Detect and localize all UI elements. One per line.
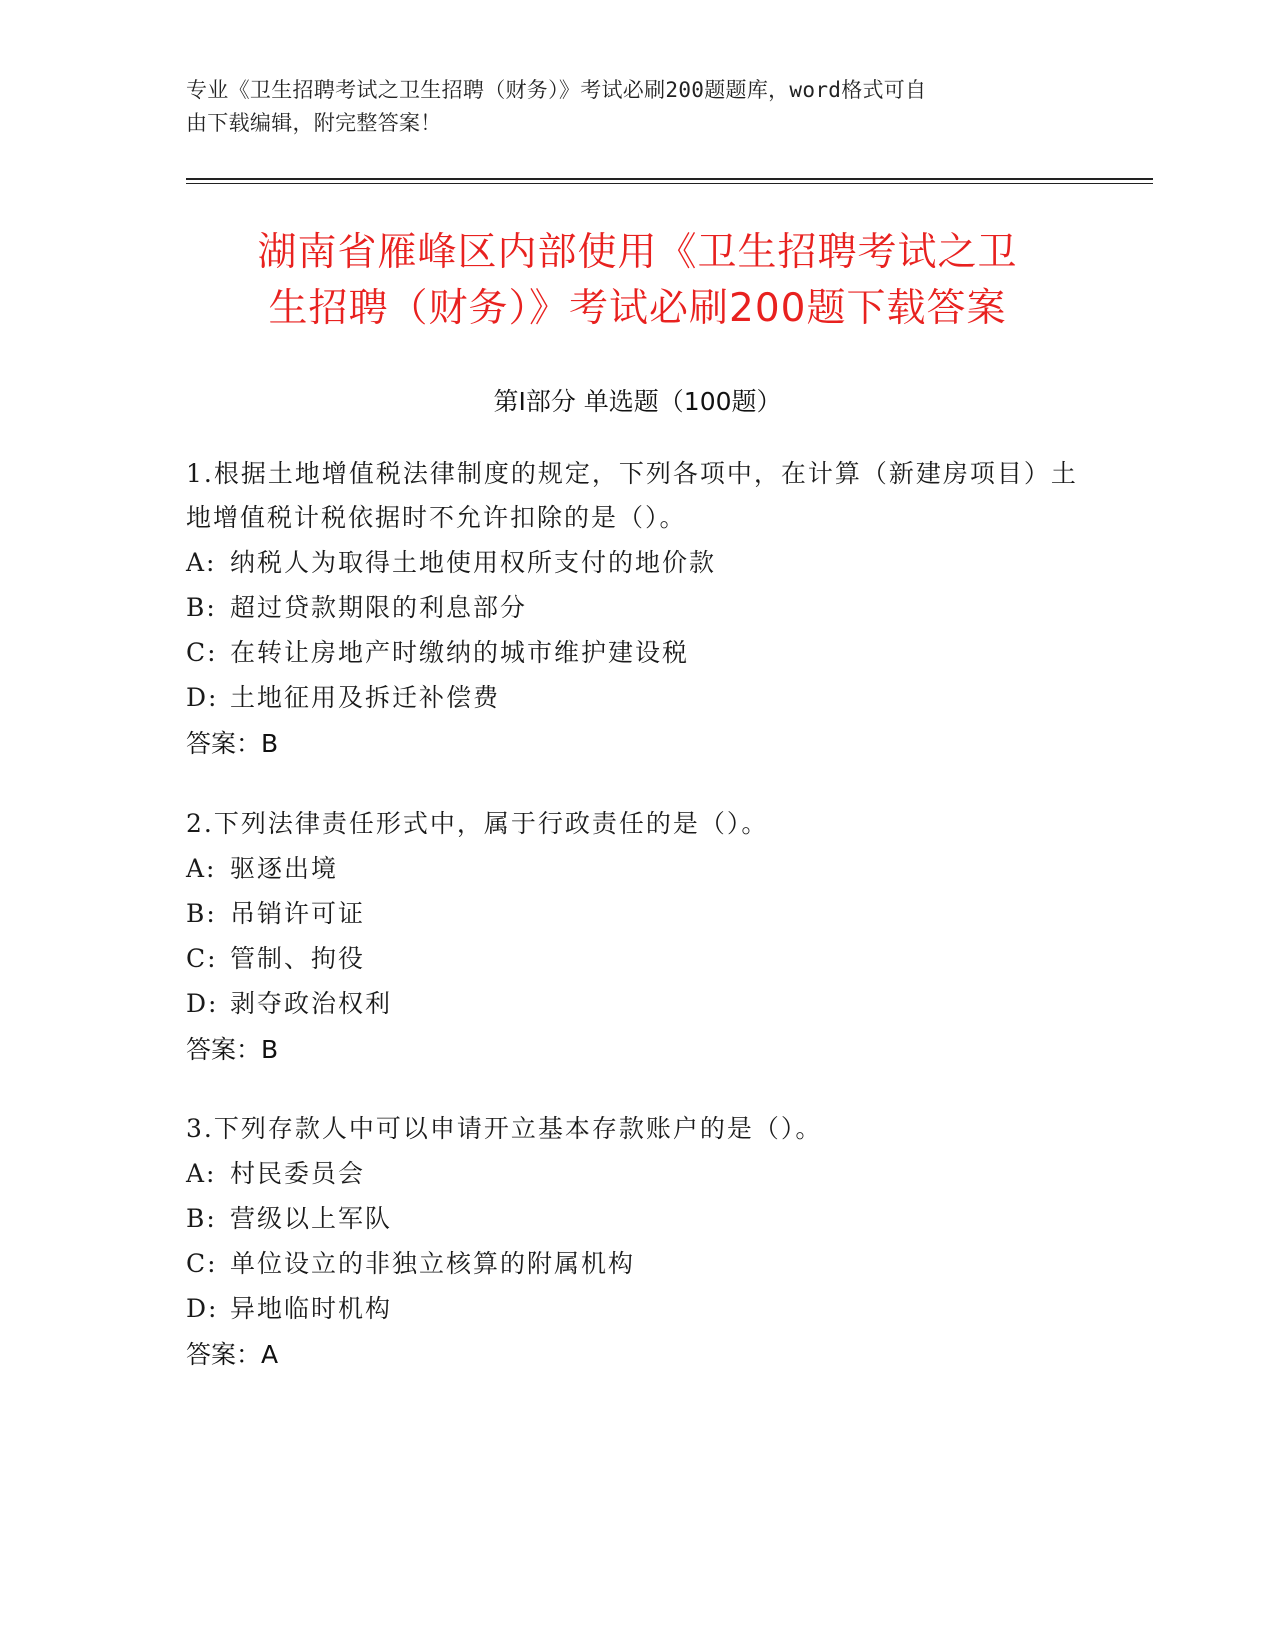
option-d — [186, 675, 1086, 720]
title-line-2: 生招聘（财务）》考试必刷200题下载答案 — [268, 286, 1007, 331]
section-heading: 第Ⅰ部分 单选题（100题） — [493, 387, 782, 416]
question-block — [186, 1107, 1086, 1377]
option-d — [186, 981, 1086, 1026]
option-label: A: — [186, 1159, 217, 1188]
option-text: 营级以上军队 — [230, 1204, 393, 1233]
option-d — [186, 1286, 1086, 1331]
question-text: 3.下列存款人中可以申请开立基本存款账户的是（）。 — [186, 1114, 823, 1143]
option-label: B: — [186, 1204, 217, 1233]
option-text: 吊销许可证 — [230, 899, 366, 928]
question-text: 2.下列法律责任形式中，属于行政责任的是（）。 — [186, 809, 769, 838]
option-a — [186, 540, 1086, 585]
answer-line: 答案：B — [186, 1035, 279, 1064]
option-label: C: — [186, 944, 218, 973]
option-label: B: — [186, 899, 217, 928]
question-block — [186, 802, 1086, 1072]
question-block — [186, 452, 1086, 766]
option-text: 异地临时机构 — [230, 1294, 393, 1323]
option-label: D: — [186, 1294, 219, 1323]
option-text: 单位设立的非独立核算的附属机构 — [230, 1249, 636, 1278]
header-rule-thick — [186, 178, 1153, 180]
option-b — [186, 1196, 1086, 1241]
option-c — [186, 1241, 1086, 1286]
option-text: 纳税人为取得土地使用权所支付的地价款 — [230, 548, 717, 577]
option-a — [186, 1151, 1086, 1196]
title-line-1: 湖南省雁峰区内部使用《卫生招聘考试之卫 — [257, 230, 1018, 275]
option-text: 超过贷款期限的利息部分 — [230, 593, 528, 622]
intro-line-2: 由下载编辑，附完整答案！ — [186, 111, 442, 135]
option-text: 土地征用及拆迁补偿费 — [230, 683, 501, 712]
option-text: 管制、拘役 — [230, 944, 366, 973]
intro-text — [186, 74, 1086, 140]
option-a — [186, 846, 1086, 891]
option-label: C: — [186, 1249, 218, 1278]
option-c — [186, 630, 1086, 675]
option-label: C: — [186, 638, 218, 667]
answer-line: 答案：B — [186, 729, 279, 758]
option-label: A: — [186, 548, 217, 577]
option-b — [186, 891, 1086, 936]
option-label: D: — [186, 989, 219, 1018]
option-text: 驱逐出境 — [230, 854, 339, 883]
option-c — [186, 936, 1086, 981]
option-b — [186, 585, 1086, 630]
option-label: A: — [186, 854, 217, 883]
option-text: 在转让房地产时缴纳的城市维护建设税 — [230, 638, 690, 667]
option-text: 剥夺政治权利 — [230, 989, 393, 1018]
option-label: B: — [186, 593, 217, 622]
option-text: 村民委员会 — [230, 1159, 366, 1188]
question-text: 1.根据土地增值税法律制度的规定，下列各项中，在计算（新建房项目）土地增值税计税依据时不允许扣除的是（）。 — [186, 459, 1078, 532]
intro-line-1: 专业《卫生招聘考试之卫生招聘（财务）》考试必刷200题题库，word格式可自 — [186, 78, 927, 102]
answer-line: 答案：A — [186, 1340, 279, 1369]
header-rule-thin — [186, 183, 1153, 184]
option-label: D: — [186, 683, 219, 712]
document-title — [120, 225, 1155, 337]
